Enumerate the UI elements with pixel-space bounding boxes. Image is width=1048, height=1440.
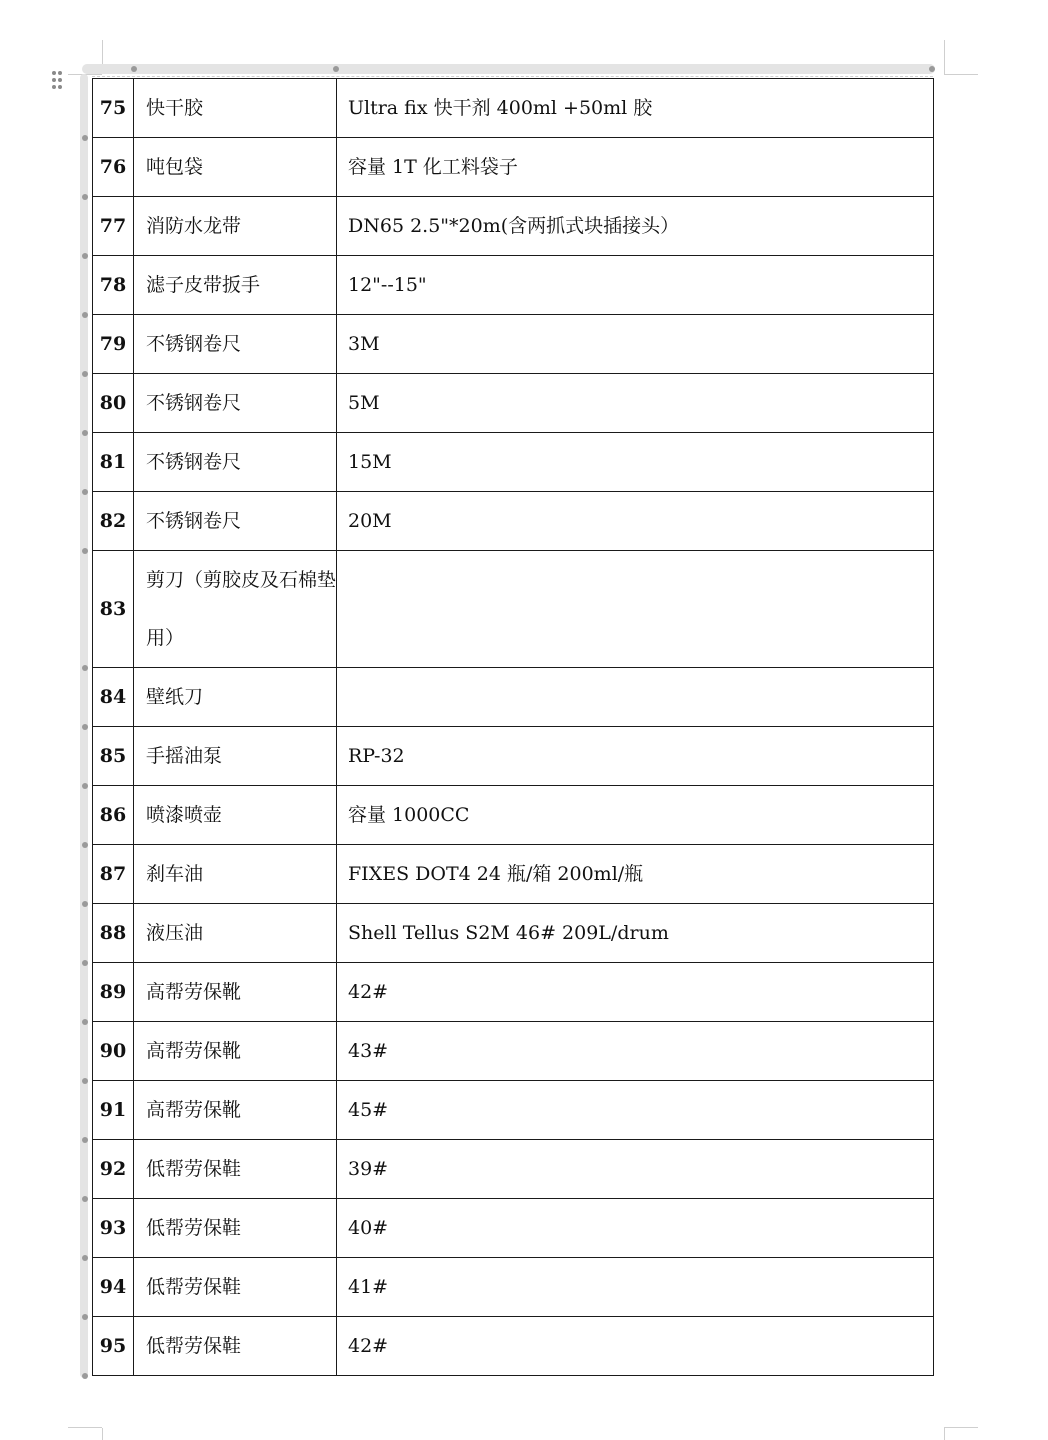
item-number: 91 (93, 1081, 134, 1140)
item-name[interactable]: 不锈钢卷尺 (134, 433, 337, 492)
item-spec[interactable]: 45# (337, 1081, 934, 1140)
item-spec[interactable]: 40# (337, 1199, 934, 1258)
column-handle[interactable] (929, 66, 935, 72)
row-handle[interactable] (82, 960, 88, 966)
table-row (93, 1199, 934, 1258)
table-row (93, 1022, 934, 1081)
item-name[interactable]: 低帮劳保鞋 (134, 1317, 337, 1376)
item-spec[interactable]: 42# (337, 963, 934, 1022)
item-name[interactable]: 不锈钢卷尺 (134, 315, 337, 374)
item-name[interactable]: 高帮劳保靴 (134, 1022, 337, 1081)
item-name[interactable]: 不锈钢卷尺 (134, 374, 337, 433)
item-name[interactable]: 吨包袋 (134, 138, 337, 197)
table-row (93, 138, 934, 197)
row-handle[interactable] (82, 1019, 88, 1025)
table-row (93, 727, 934, 786)
item-name[interactable]: 液压油 (134, 904, 337, 963)
crop-mark (102, 1428, 103, 1440)
row-handle[interactable] (82, 312, 88, 318)
table-row (93, 963, 934, 1022)
item-name[interactable]: 滤子皮带扳手 (134, 256, 337, 315)
table-move-handle-icon[interactable] (50, 70, 64, 90)
row-handle[interactable] (82, 1314, 88, 1320)
item-name[interactable]: 高帮劳保靴 (134, 963, 337, 1022)
item-spec[interactable]: 43# (337, 1022, 934, 1081)
row-handle[interactable] (82, 1196, 88, 1202)
item-spec[interactable]: 12"--15" (337, 256, 934, 315)
item-number: 88 (93, 904, 134, 963)
row-handle[interactable] (82, 135, 88, 141)
row-handle[interactable] (82, 1373, 88, 1379)
item-number: 81 (93, 433, 134, 492)
row-handle[interactable] (82, 430, 88, 436)
crop-mark (944, 74, 978, 75)
item-number: 93 (93, 1199, 134, 1258)
item-name[interactable]: 高帮劳保靴 (134, 1081, 337, 1140)
table-top-guide (92, 76, 933, 77)
item-number: 85 (93, 727, 134, 786)
item-name[interactable]: 壁纸刀 (134, 668, 337, 727)
row-handle[interactable] (82, 724, 88, 730)
item-number: 92 (93, 1140, 134, 1199)
column-handle[interactable] (333, 66, 339, 72)
table-row (93, 433, 934, 492)
item-name[interactable]: 低帮劳保鞋 (134, 1140, 337, 1199)
item-name[interactable]: 手摇油泵 (134, 727, 337, 786)
item-spec[interactable]: Ultra fix 快干剂 400ml +50ml 胶 (337, 79, 934, 138)
table-row (93, 668, 934, 727)
item-number: 89 (93, 963, 134, 1022)
column-selection-bar[interactable] (82, 64, 935, 74)
item-number: 76 (93, 138, 134, 197)
row-handle[interactable] (82, 548, 88, 554)
item-spec[interactable]: 42# (337, 1317, 934, 1376)
table-row (93, 197, 934, 256)
item-name[interactable]: 低帮劳保鞋 (134, 1199, 337, 1258)
table-row (93, 315, 934, 374)
table-row (93, 1258, 934, 1317)
item-number: 82 (93, 492, 134, 551)
item-number: 77 (93, 197, 134, 256)
row-handle[interactable] (82, 194, 88, 200)
item-name[interactable]: 剪刀（剪胶皮及石棉垫用） (134, 551, 337, 668)
item-spec[interactable]: 39# (337, 1140, 934, 1199)
items-table (92, 78, 934, 1376)
item-number: 84 (93, 668, 134, 727)
item-spec[interactable]: RP-32 (337, 727, 934, 786)
item-spec[interactable] (337, 551, 934, 668)
item-spec[interactable]: Shell Tellus S2M 46# 209L/drum (337, 904, 934, 963)
item-number: 79 (93, 315, 134, 374)
item-name[interactable]: 消防水龙带 (134, 197, 337, 256)
item-name[interactable]: 刹车油 (134, 845, 337, 904)
item-spec[interactable]: DN65 2.5"*20m(含两抓式块插接头） (337, 197, 934, 256)
item-name[interactable]: 低帮劳保鞋 (134, 1258, 337, 1317)
table-row (93, 786, 934, 845)
item-number: 87 (93, 845, 134, 904)
item-number: 86 (93, 786, 134, 845)
row-handle[interactable] (82, 842, 88, 848)
item-number: 95 (93, 1317, 134, 1376)
table-row (93, 1317, 934, 1376)
row-handle[interactable] (82, 1078, 88, 1084)
table-row (93, 1140, 934, 1199)
item-name[interactable]: 喷漆喷壶 (134, 786, 337, 845)
row-handle[interactable] (82, 253, 88, 259)
item-spec[interactable]: 15M (337, 433, 934, 492)
row-handle[interactable] (82, 371, 88, 377)
item-spec[interactable]: 3M (337, 315, 934, 374)
table-row (93, 1081, 934, 1140)
table-row (93, 256, 934, 315)
item-number: 78 (93, 256, 134, 315)
item-spec[interactable]: 20M (337, 492, 934, 551)
row-handle[interactable] (82, 1255, 88, 1261)
row-handle[interactable] (82, 489, 88, 495)
table-row (93, 904, 934, 963)
item-number: 90 (93, 1022, 134, 1081)
row-handle[interactable] (82, 1137, 88, 1143)
row-handle[interactable] (82, 901, 88, 907)
crop-mark (944, 1428, 945, 1440)
item-spec[interactable] (337, 668, 934, 727)
item-number: 83 (93, 551, 134, 668)
crop-mark (944, 40, 945, 74)
table-row (93, 374, 934, 433)
table-row (93, 845, 934, 904)
item-number: 75 (93, 79, 134, 138)
table-row (93, 551, 934, 668)
item-spec[interactable]: FIXES DOT4 24 瓶/箱 200ml/瓶 (337, 845, 934, 904)
item-number: 94 (93, 1258, 134, 1317)
item-spec[interactable]: 容量 1T 化工料袋子 (337, 138, 934, 197)
crop-mark (68, 1427, 102, 1428)
column-handle[interactable] (131, 66, 137, 72)
crop-mark (944, 1427, 978, 1428)
table-row (93, 492, 934, 551)
item-name[interactable]: 快干胶 (134, 79, 337, 138)
item-spec[interactable]: 41# (337, 1258, 934, 1317)
item-number: 80 (93, 374, 134, 433)
item-spec[interactable]: 5M (337, 374, 934, 433)
row-handle[interactable] (82, 665, 88, 671)
row-handle[interactable] (82, 783, 88, 789)
item-spec[interactable]: 容量 1000CC (337, 786, 934, 845)
table-row (93, 79, 934, 138)
item-name[interactable]: 不锈钢卷尺 (134, 492, 337, 551)
